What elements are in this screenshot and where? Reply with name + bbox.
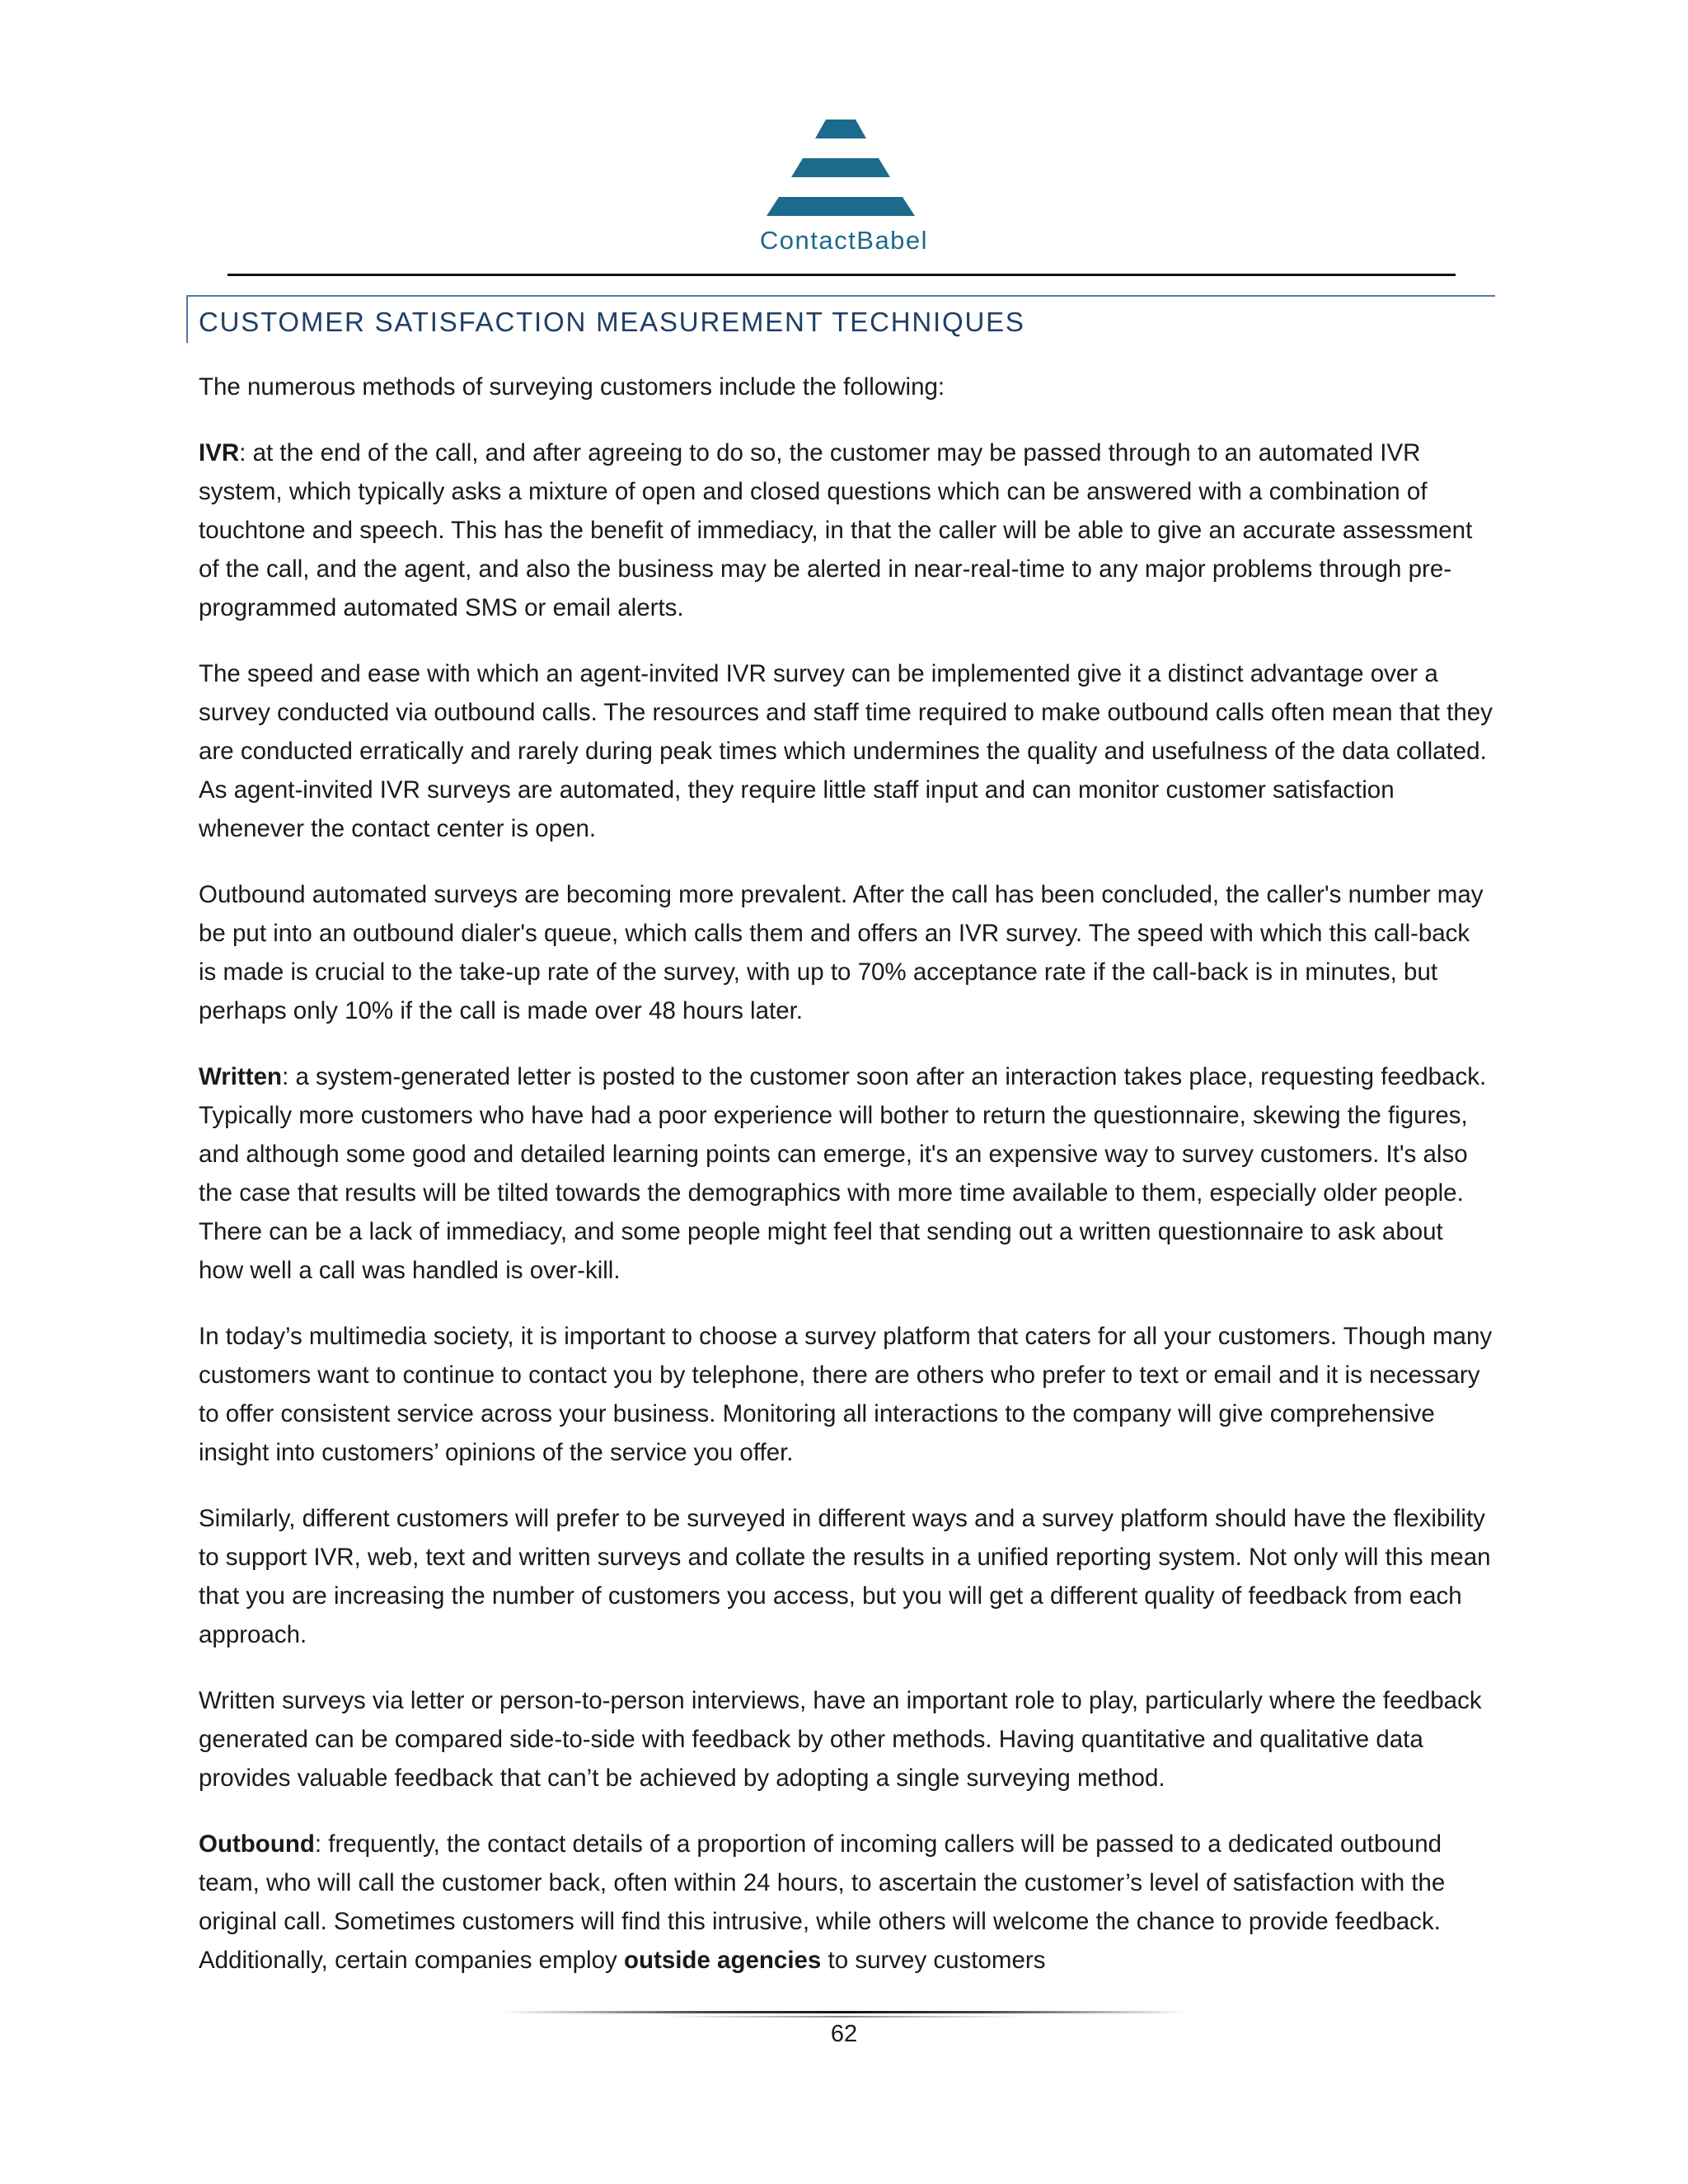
company-logo — [0, 115, 1688, 255]
document-body — [199, 368, 1493, 2007]
header-divider — [227, 274, 1456, 276]
footer-divider — [503, 2011, 1187, 2013]
outbound-term: Outbound — [199, 1830, 315, 1858]
logo-word-contact: Contact — [759, 226, 857, 255]
pyramid-bottom-tier — [767, 197, 915, 216]
paragraph-multimedia: In today’s multimedia society, it is important to choose a survey platform that caters for all your customers. Though many customers want to continue to contact you by telephone, there are others who prefer to text or email and it is necessary to offer consistent service across your business. Monitoring all interactions to the company will give comprehensive insight into customers’ opinions of the service you offer. — [199, 1323, 1493, 1466]
logo-wordmark — [0, 226, 1688, 255]
pyramid-top-tier — [815, 120, 866, 138]
paragraph-intro: The numerous methods of surveying customers include the following: — [199, 373, 945, 401]
paragraph-written-surveys: Written surveys via letter or person-to-person interviews, have an important role to play, particularly where the feedback generated can be compared side-to-side with feedback by other methods. Having quantitative and qualitative data provides valuable feedback that can’t be achieved by adopting a single surveying method. — [199, 1687, 1482, 1792]
paragraph-written — [199, 1057, 1493, 1290]
outbound-description: : frequently, the contact details of a proportion of incoming callers will be passed to a dedicated outbound team, who will call the customer back, often within 24 hours, to ascertain the customer’s level of satisfaction with the original call. Sometimes customers will find this intrusive, while others will welcome the chance to provide feedback. Additionally, certain companies employ — [199, 1830, 1446, 1974]
footer-divider-shadow — [668, 2016, 1022, 2018]
logo-word-babel: Babel — [856, 226, 929, 255]
written-term: Written — [199, 1063, 283, 1090]
page-number: 62 — [830, 2021, 858, 2047]
pyramid-logo-icon — [753, 115, 935, 218]
paragraph-outbound — [199, 1825, 1493, 1980]
written-description: : a system-generated letter is posted to the customer soon after an interaction takes place, requesting feedback. Typically more customers who have had a poor experience will bother to return the questionnaire, skewing the figures, and although some good and detailed learning points can emerge, it's an expensive way to survey customers. It's also the case that results will be tilted towards the demographics with more time available to them, especially older people. There can be a lack of immediacy, and some people might feel that sending out a written questionnaire to ask about how well a call was handled is over-kill. — [199, 1063, 1487, 1284]
outside-agencies-term: outside agencies — [623, 1947, 822, 1974]
paragraph-ivr — [199, 434, 1493, 627]
paragraph-speed: The speed and ease with which an agent-invited IVR survey can be implemented give it a distinct advantage over a survey conducted via outbound calls. The resources and staff time required to make outbound calls often mean that they are conducted erratically and rarely during peak times which undermines the quality and usefulness of the data collated. As agent-invited IVR surveys are automated, they require little staff input and can monitor customer satisfaction whenever the contact center is open. — [199, 660, 1493, 842]
outbound-tail: to survey customers — [821, 1947, 1046, 1974]
section-title: CUSTOMER SATISFACTION MEASUREMENT TECHNIQUES — [199, 307, 1025, 337]
paragraph-outbound-automated: Outbound automated surveys are becoming more prevalent. After the call has been concluded, the caller's number may be put into an outbound dialer's queue, which calls them and offers an IVR survey. The speed with which this call-back is made is crucial to the take-up rate of the survey, with up to 70% acceptance rate if the call-back is in minutes, but perhaps only 10% if the call is made over 48 hours later. — [199, 881, 1484, 1024]
ivr-term: IVR — [199, 439, 240, 466]
paragraph-similarly: Similarly, different customers will prefer to be surveyed in different ways and a survey platform should have the flexibility to support IVR, web, text and written surveys and collate the results in a unified reporting system. Not only will this mean that you are increasing the number of customers you access, but you will get a different quality of feedback from each approach. — [199, 1505, 1491, 1648]
ivr-description: : at the end of the call, and after agreeing to do so, the customer may be passed through to an automated IVR system, which typically asks a mixture of open and closed questions which can be answered with a combination of touchtone and speech. This has the benefit of immediacy, in that the caller will be able to give an accurate assessment of the call, and the agent, and also the business may be alerted in near-real-time to any major problems through pre-programmed automated SMS or email alerts. — [199, 439, 1473, 621]
pyramid-middle-tier — [791, 158, 890, 177]
